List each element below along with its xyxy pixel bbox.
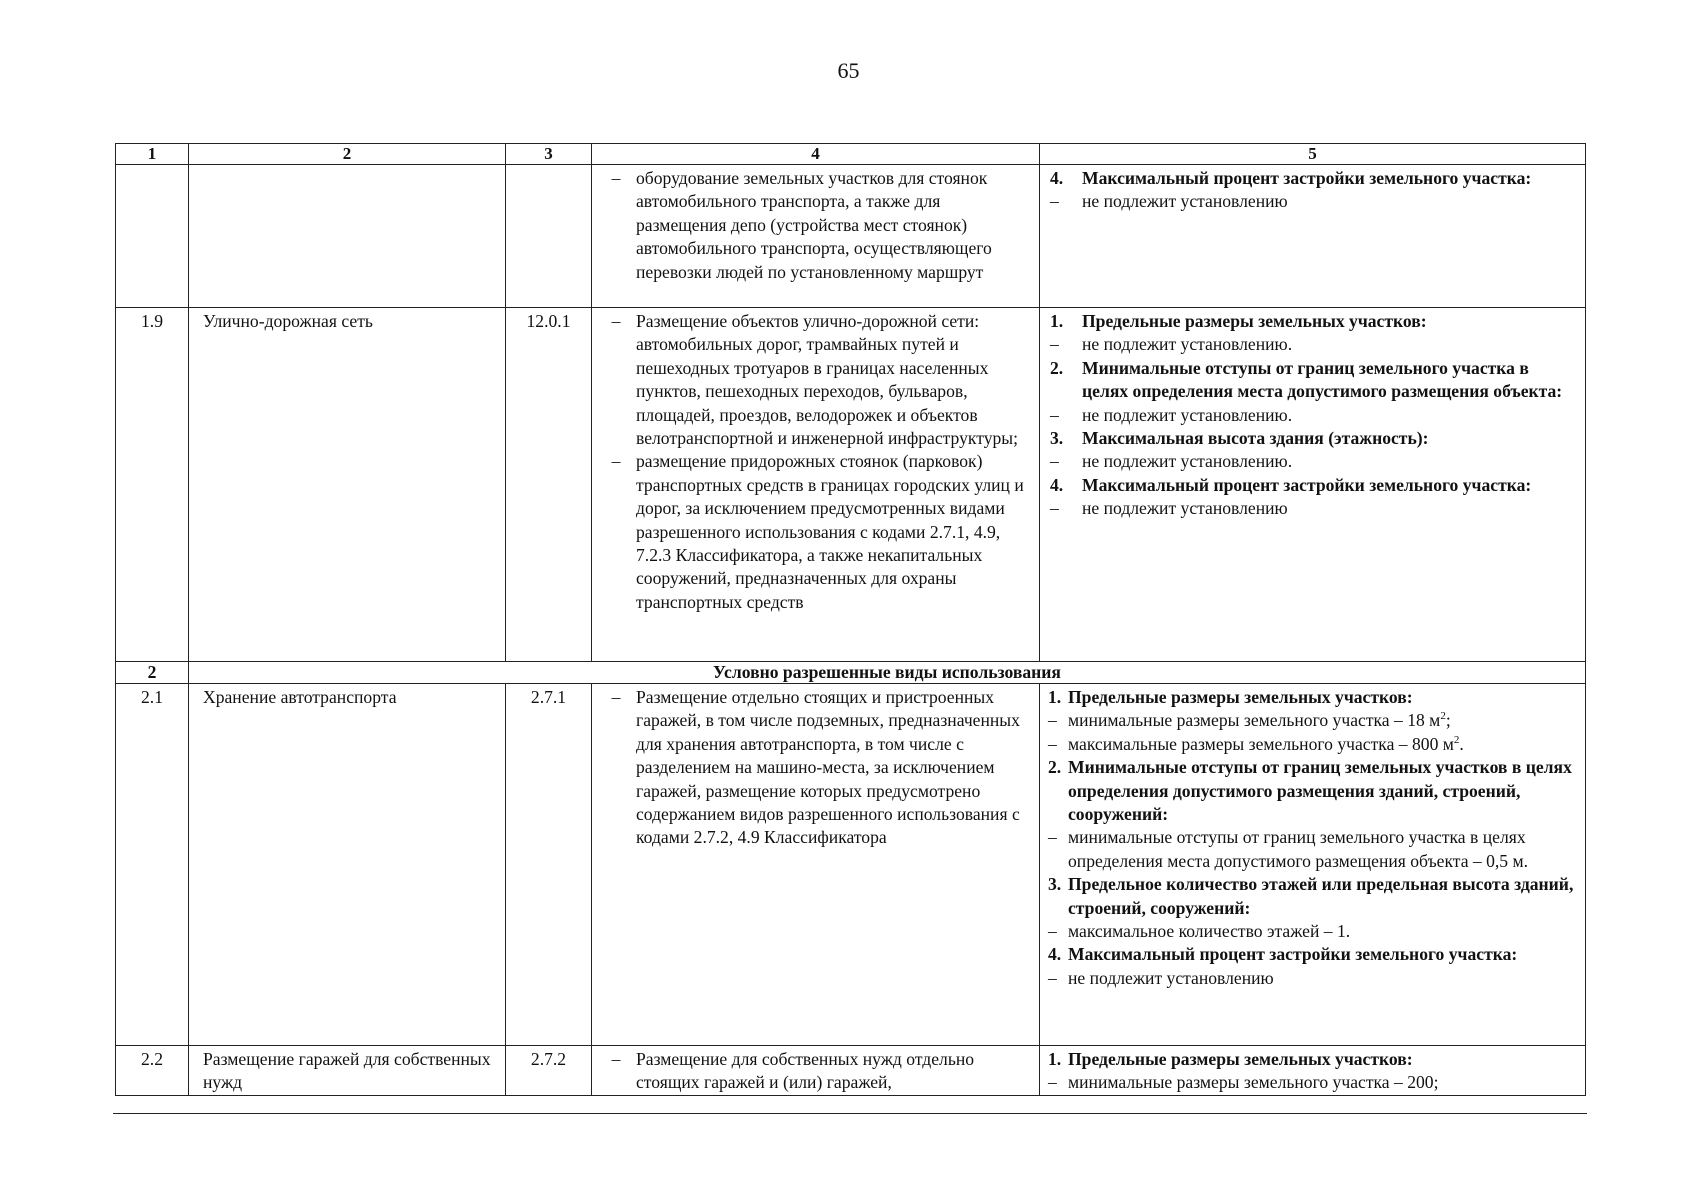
row-parameters-cell	[1040, 165, 1586, 308]
land-use-table	[115, 143, 1586, 1096]
parameter-value: – минимальные размеры земельного участка – 18 $м^2$;	[1048, 710, 1451, 731]
parameter-value: – не подлежит установлению	[1050, 191, 1288, 212]
parameter-value: – минимальные отступы от границ земельного участка в целях определения места допустимого размещения объекта – 0,5 м.	[1048, 827, 1529, 871]
parameter-value: – не подлежит установлению.	[1050, 451, 1293, 472]
row-code-cell	[506, 165, 592, 308]
description-item: – оборудование земельных участков для стоянок автомобильного транспорта, а также для размещения депо (устройства мест стоянок) автомобильного транспорта, осуществляющего перевозки людей по установленному маршрут	[611, 168, 992, 282]
row-code-cell: 12.0.1	[506, 308, 592, 662]
row-name-cell: Хранение автотранспорта	[189, 684, 506, 1046]
table-row	[116, 684, 1586, 1046]
table-row	[116, 165, 1586, 308]
row-description-cell	[592, 1046, 1040, 1096]
page-number: 65	[837, 58, 860, 83]
section-title: Условно разрешенные виды использования	[189, 662, 1586, 684]
parameter-heading: 2. Минимальные отступы от границ земельного участка в целях определения места допустимого размещения объекта:	[1050, 357, 1563, 402]
column-header: 4	[592, 144, 1040, 165]
column-header: 5	[1040, 144, 1586, 165]
row-number-cell: 2.1	[116, 684, 189, 1046]
parameter-heading: 1. Предельные размеры земельных участков:	[1048, 687, 1413, 707]
row-description-cell	[592, 684, 1040, 1046]
parameter-heading: 1. Предельные размеры земельных участков:	[1048, 1049, 1413, 1069]
parameter-value: – максимальные размеры земельного участка – 800 $м^2$.	[1048, 733, 1464, 754]
row-code-cell: 2.7.1	[506, 684, 592, 1046]
description-item: – Размещение объектов улично-дорожной сети: автомобильных дорог, трамвайных путей и пешеходных тротуаров в границах населенных пунктов, пешеходных переходов, бульваров, площадей, проездов, велодорожек и объектов велотранспортной и инженерной инфраструктуры;	[611, 311, 1018, 449]
parameter-heading: 4. Максимальный процент застройки земельного участка:	[1048, 944, 1518, 965]
description-item: – размещение придорожных стоянок (парковок) транспортных средств в границах городских улиц и дорог, за исключением предусмотренных видами разрешенного использования с кодами 2.7.1, 4.9, 7.2.3 Классификатора, а также некапитальных сооружений, предназначенных для охраны транспортных средств	[611, 451, 1024, 612]
page-footer-rule	[113, 1113, 1587, 1114]
row-number-cell: 2.2	[116, 1046, 189, 1096]
parameter-value: – не подлежит установлению	[1048, 967, 1274, 988]
table-row	[116, 308, 1586, 662]
parameter-value: – максимальное количество этажей – 1.	[1048, 921, 1351, 942]
row-number-cell: 1.9	[116, 308, 189, 662]
column-header: 3	[506, 144, 592, 165]
row-parameters-cell	[1040, 684, 1586, 1046]
row-name-cell: Улично-дорожная сеть	[189, 308, 506, 662]
row-name-cell	[189, 165, 506, 308]
parameter-value: – не подлежит установлению	[1050, 498, 1288, 519]
row-parameters-cell	[1040, 308, 1586, 662]
description-item: – Размещение для собственных нужд отдельно стоящих гаражей и (или) гаражей,	[611, 1049, 975, 1093]
parameter-heading: 4. Максимальный процент застройки земельного участка:	[1050, 474, 1532, 495]
column-header: 1	[116, 144, 189, 165]
parameter-heading: 3. Предельное количество этажей или предельная высота зданий, строений, сооружений:	[1048, 874, 1574, 918]
parameter-heading: 1. Предельные размеры земельных участков:	[1050, 311, 1427, 331]
section-header-row	[116, 662, 1586, 684]
table-row	[116, 1046, 1586, 1096]
section-number: 2	[116, 662, 189, 684]
table-header-row	[116, 144, 1586, 165]
parameter-value: – не подлежит установлению.	[1050, 404, 1293, 425]
parameter-heading: 3. Максимальная высота здания (этажность):	[1050, 428, 1429, 449]
parameter-heading: 4. Максимальный процент застройки земельного участка:	[1050, 168, 1532, 188]
row-description-cell	[592, 308, 1040, 662]
row-name-cell: Размещение гаражей для собственных нужд	[189, 1046, 506, 1096]
column-header: 2	[189, 144, 506, 165]
row-parameters-cell	[1040, 1046, 1586, 1096]
description-item: – Размещение отдельно стоящих и пристроенных гаражей, в том числе подземных, предназначенных для хранения автотранспорта, в том числе с разделением на машино-места, за исключением гаражей, размещение которых предусмотрено содержанием видов разрешенного использования с кодами 2.7.2, 4.9 Классификатора	[611, 687, 1020, 848]
parameter-value: – не подлежит установлению.	[1050, 334, 1293, 355]
parameter-heading: 2. Минимальные отступы от границ земельных участков в целях определения допустимого размещения зданий, строений, сооружений:	[1048, 757, 1572, 825]
parameter-value: – минимальные размеры земельного участка – 200;	[1048, 1072, 1439, 1093]
row-description-cell	[592, 165, 1040, 308]
row-number-cell	[116, 165, 189, 308]
row-code-cell: 2.7.2	[506, 1046, 592, 1096]
